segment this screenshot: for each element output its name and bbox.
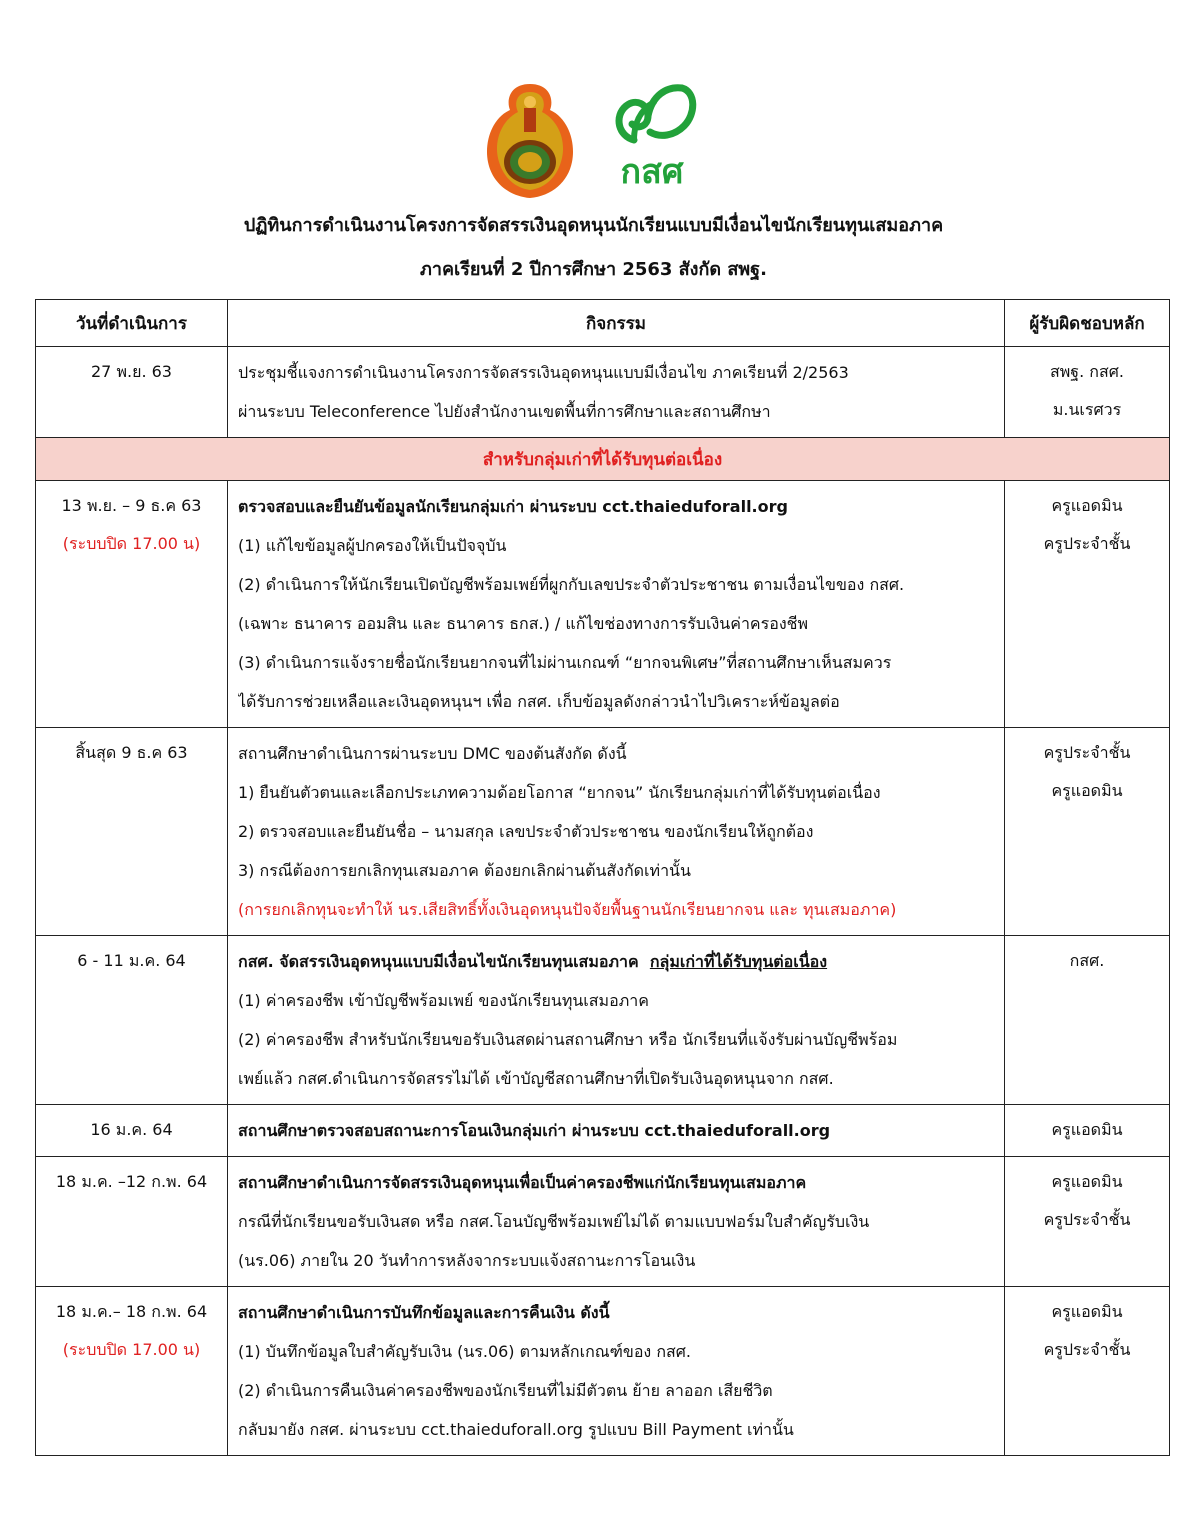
- activity-line: (2) ดำเนินการให้นักเรียนเปิดบัญชีพร้อมเพย์ที่ผูกกับเลขประจำตัวประชาชน ตามเงื่อนไขของ กสศ.: [238, 575, 905, 594]
- logo-area: [0, 74, 1187, 204]
- date-text: 6 - 11 ม.ค. 64: [77, 951, 186, 970]
- activity-cell: [228, 728, 1005, 936]
- date-text: สิ้นสุด 9 ธ.ค 63: [75, 743, 188, 762]
- page-subtitle: ภาคเรียนที่ 2 ปีการศึกษา 2563 สังกัด สพฐ.: [420, 259, 767, 280]
- activity-line: 3) กรณีต้องการยกเลิกทุนเสมอภาค ต้องยกเลิกผ่านต้นสังกัดเท่านั้น: [238, 861, 691, 880]
- date-cell: [36, 1105, 228, 1157]
- date-text: 13 พ.ย. – 9 ธ.ค 63: [61, 496, 202, 515]
- page-title: ปฏิทินการดำเนินงานโครงการจัดสรรเงินอุดหนุนนักเรียนแบบมีเงื่อนไขนักเรียนทุนเสมอภาค: [243, 215, 944, 236]
- table-row: [36, 936, 1170, 1105]
- kss-logo: [604, 80, 700, 198]
- table-row: [36, 347, 1170, 438]
- section-title: สำหรับกลุ่มเก่าที่ได้รับทุนต่อเนื่อง: [36, 438, 1170, 481]
- activity-cell: [228, 936, 1005, 1105]
- responsible-text: กสศ.: [1069, 951, 1105, 970]
- activity-heading-text: กสศ. จัดสรรเงินอุดหนุนแบบมีเงื่อนไขนักเรียนทุนเสมอภาค: [238, 952, 639, 971]
- table-row: [36, 1157, 1170, 1287]
- responsible-cell: [1005, 936, 1170, 1105]
- activity-heading: [238, 942, 996, 981]
- responsible-text: ม.นเรศวร: [1052, 400, 1122, 419]
- date-text: 16 ม.ค. 64: [90, 1120, 173, 1139]
- activity-line: (2) ดำเนินการคืนเงินค่าครองชีพของนักเรียนที่ไม่มีตัวตน ย้าย ลาออก เสียชีวิต: [238, 1381, 773, 1400]
- responsible-text: ครูแอดมิน: [1051, 1302, 1123, 1321]
- table-row: [36, 1287, 1170, 1456]
- activity-line: (1) บันทึกข้อมูลใบสำคัญรับเงิน (นร.06) ตามหลักเกณฑ์ของ กสศ.: [238, 1342, 692, 1361]
- responsible-text: ครูประจำชั้น: [1043, 1210, 1131, 1229]
- date-cell: [36, 936, 228, 1105]
- table-row: [36, 728, 1170, 936]
- responsible-text: สพฐ. กสศ.: [1049, 362, 1124, 381]
- responsible-cell: [1005, 1287, 1170, 1456]
- ministry-seal-icon: [480, 78, 580, 202]
- activity-line: (นร.06) ภายใน 20 วันทำการหลังจากระบบแจ้งสถานะการโอนเงิน: [238, 1251, 696, 1270]
- activity-line: เพย์แล้ว กสศ.ดำเนินการจัดสรรไม่ได้ เข้าบัญชีสถานศึกษาที่เปิดรับเงินอุดหนุนจาก กสศ.: [238, 1069, 834, 1088]
- kss-wordmark: กสศ: [620, 152, 684, 192]
- activity-cell: [228, 347, 1005, 438]
- date-cell: [36, 728, 228, 936]
- activity-cell: [228, 481, 1005, 728]
- activity-heading-underlined: กลุ่มเก่าที่ได้รับทุนต่อเนื่อง: [649, 952, 828, 971]
- activity-heading: สถานศึกษาดำเนินการบันทึกข้อมูลและการคืนเงิน ดังนี้: [238, 1303, 610, 1322]
- responsible-text: ครูแอดมิน: [1051, 496, 1123, 515]
- activity-line: (เฉพาะ ธนาคาร ออมสิน และ ธนาคาร ธกส.) / แก้ไขช่องทางการรับเงินค่าครองชีพ: [238, 614, 809, 633]
- activity-heading: สถานศึกษาดำเนินการจัดสรรเงินอุดหนุนเพื่อเป็นค่าครองชีพแก่นักเรียนทุนเสมอภาค: [238, 1173, 807, 1192]
- activity-line: กลับมายัง กสศ. ผ่านระบบ cct.thaieduforall.org รูปแบบ Bill Payment เท่านั้น: [238, 1420, 794, 1439]
- responsible-cell: [1005, 1105, 1170, 1157]
- date-cell: [36, 481, 228, 728]
- activity-heading: สถานศึกษาตรวจสอบสถานะการโอนเงินกลุ่มเก่า ผ่านระบบ cct.thaieduforall.org: [238, 1121, 831, 1140]
- header-responsible: ผู้รับผิดชอบหลัก: [1005, 300, 1170, 347]
- kss-leaf-icon: [604, 80, 700, 146]
- table-row: [36, 481, 1170, 728]
- date-cell: [36, 1157, 228, 1287]
- activity-cell: [228, 1157, 1005, 1287]
- system-close-note: (ระบบปิด 17.00 น): [62, 534, 201, 553]
- activity-line: (1) แก้ไขข้อมูลผู้ปกครองให้เป็นปัจจุบัน: [238, 536, 507, 555]
- responsible-cell: [1005, 481, 1170, 728]
- table-row: [36, 1105, 1170, 1157]
- activity-cell: [228, 1105, 1005, 1157]
- responsible-cell: [1005, 728, 1170, 936]
- activity-line: (2) ค่าครองชีพ สำหรับนักเรียนขอรับเงินสดผ่านสถานศึกษา หรือ นักเรียนที่แจ้งรับผ่านบัญชีพร้อม: [238, 1030, 898, 1049]
- system-close-note: (ระบบปิด 17.00 น): [62, 1340, 201, 1359]
- activity-line: (3) ดำเนินการแจ้งรายชื่อนักเรียนยากจนที่ไม่ผ่านเกณฑ์ “ยากจนพิเศษ”ที่สถานศึกษาเห็นสมควร: [238, 653, 892, 672]
- responsible-text: ครูประจำชั้น: [1043, 743, 1131, 762]
- activity-line: 1) ยืนยันตัวตนและเลือกประเภทความด้อยโอกาส “ยากจน” นักเรียนกลุ่มเก่าที่ได้รับทุนต่อเนื่อง: [238, 783, 881, 802]
- responsible-text: ครูแอดมิน: [1051, 1172, 1123, 1191]
- date-text: 18 ม.ค.– 18 ก.พ. 64: [55, 1302, 208, 1321]
- table-header-row: [36, 300, 1170, 347]
- activity-line: (1) ค่าครองชีพ เข้าบัญชีพร้อมเพย์ ของนักเรียนทุนเสมอภาค: [238, 991, 649, 1010]
- date-cell: [36, 1287, 228, 1456]
- cancel-warning: (การยกเลิกทุนจะทำให้ นร.เสียสิทธิ์ทั้งเงินอุดหนุนปัจจัยพื้นฐานนักเรียนยากจน และ ทุนเสมอภาค): [238, 900, 897, 919]
- schedule-table: [35, 299, 1170, 1456]
- activity-cell: [228, 1287, 1005, 1456]
- activity-line: กรณีที่นักเรียนขอรับเงินสด หรือ กสศ.โอนบัญชีพร้อมเพย์ไม่ได้ ตามแบบฟอร์มใบสำคัญรับเงิน: [238, 1212, 870, 1231]
- activity-line: สถานศึกษาดำเนินการผ่านระบบ DMC ของต้นสังกัด ดังนี้: [238, 744, 627, 763]
- date-text: 27 พ.ย. 63: [91, 362, 172, 381]
- responsible-cell: [1005, 347, 1170, 438]
- activity-heading: ตรวจสอบและยืนยันข้อมูลนักเรียนกลุ่มเก่า ผ่านระบบ cct.thaieduforall.org: [238, 497, 788, 516]
- section-row: [36, 438, 1170, 481]
- responsible-text: ครูประจำชั้น: [1043, 1340, 1131, 1359]
- activity-line: ประชุมชี้แจงการดำเนินงานโครงการจัดสรรเงินอุดหนุนแบบมีเงื่อนไข ภาคเรียนที่ 2/2563: [238, 363, 849, 382]
- date-cell: [36, 347, 228, 438]
- responsible-text: ครูแอดมิน: [1051, 781, 1123, 800]
- header-activity: กิจกรรม: [228, 300, 1005, 347]
- responsible-cell: [1005, 1157, 1170, 1287]
- activity-line: ผ่านระบบ Teleconference ไปยังสำนักงานเขตพื้นที่การศึกษาและสถานศึกษา: [238, 402, 771, 421]
- header-date: วันที่ดำเนินการ: [36, 300, 228, 347]
- responsible-text: ครูแอดมิน: [1051, 1120, 1123, 1139]
- responsible-text: ครูประจำชั้น: [1043, 534, 1131, 553]
- activity-line: 2) ตรวจสอบและยืนยันชื่อ – นามสกุล เลขประจำตัวประชาชน ของนักเรียนให้ถูกต้อง: [238, 822, 814, 841]
- date-text: 18 ม.ค. –12 ก.พ. 64: [55, 1172, 208, 1191]
- activity-line: ได้รับการช่วยเหลือและเงินอุดหนุนฯ เพื่อ กสศ. เก็บข้อมูลดังกล่าวนำไปวิเคราะห์ข้อมูลต่อ: [238, 692, 840, 711]
